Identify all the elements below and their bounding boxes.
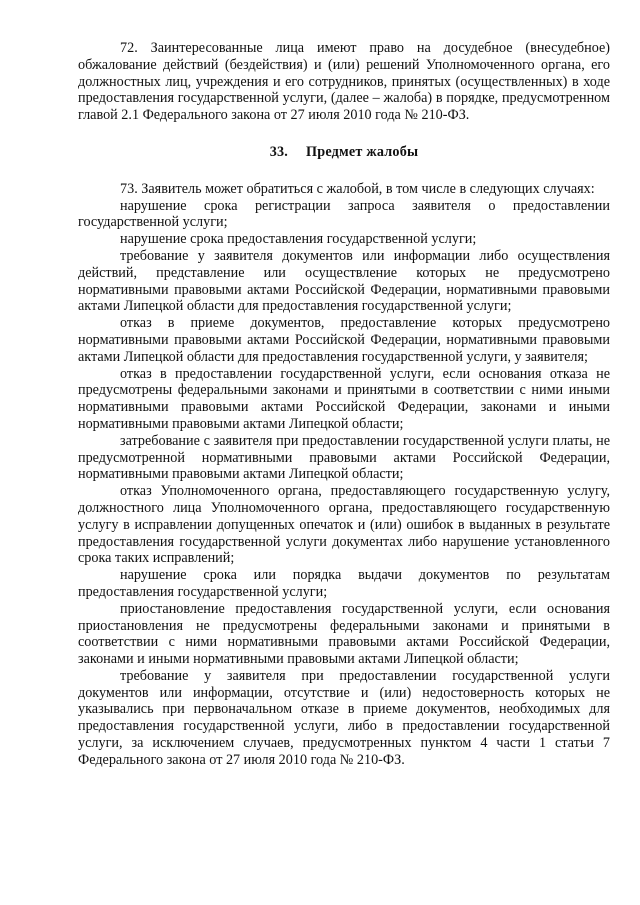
section-title: Предмет жалобы — [306, 143, 419, 160]
list-item-payment-demand: затребование с заявителя при предоставлении государственной услуги платы, не предусмотренной нормативными правовыми актами Российской Федерации, нормативными правовыми актами Липецкой области; — [78, 432, 610, 483]
list-item-refusal-correction: отказ Уполномоченного органа, предоставляющего государственную услугу, должностного лица Уполномоченного органа, предоставляющего государственную услугу в исправлении допущенных опечаток и (или) ошибок в выданных в результате предоставления государственной услуги документах либо нарушение установленного срока таких исправлений; — [78, 483, 610, 567]
list-item-refusal-acceptance: отказ в приеме документов, предоставление которых предусмотрено нормативными правовыми актами Российской Федерации, нормативными правовыми актами Липецкой области для предоставления государственной услуги, у заявителя; — [78, 315, 610, 365]
list-item-suspension: приостановление предоставления государственной услуги, если основания приостановления не предусмотрены федеральными законами и принятыми в соответствии с ними нормативными правовыми актами Российской Федерации, законами и иными нормативными правовыми актами Липецкой области; — [78, 600, 610, 668]
list-item-refusal-service: отказ в предоставлении государственной услуги, если основания отказа не предусмотрены федеральными законами и принятыми в соответствии с ними иными нормативными правовыми актами Российской Федерации, законами и иными нормативными правовыми актами Липецкой области; — [78, 365, 610, 432]
list-item-extra-documents: требование у заявителя документов или информации либо осуществления действий, представление или осуществление которых не предусмотрено нормативными правовыми актами Российской Федерации, нормативными правовыми актами Липецкой области для предоставления государственной услуги; — [78, 247, 610, 315]
section-number: 33. — [269, 143, 289, 160]
list-item-missing-documents: требование у заявителя при предоставлении государственной услуги документов или информации, отсутствие и (или) недостоверность которых не указывались при первоначальном отказе в приеме документов, необходимых для предоставления государственной услуги, либо в предоставлении государственной услуги, за исключением случаев, предусмотренных пунктом 4 части 1 статьи 7 Федерального закона от 27 июля 2010 года № 210-ФЗ. — [78, 667, 610, 768]
document-page — [78, 40, 610, 769]
paragraph-73: 73. Заявитель может обратиться с жалобой, в том числе в следующих случаях: — [120, 180, 595, 197]
list-item-service-deadline: нарушение срока предоставления государственной услуги; — [120, 231, 477, 248]
section-heading — [78, 144, 610, 161]
paragraph-72: 72. Заинтересованные лица имеют право на досудебное (внесудебное) обжалование действий (бездействия) и (или) решений Уполномоченного органа, его должностных лиц, учреждения и его сотрудников, принятых (осуществленных) в ходе предоставления государственной услуги, (далее – жалоба) в порядке, предусмотренном главой 2.1 Федерального закона от 27 июля 2010 года № 210-ФЗ. — [78, 40, 610, 124]
list-item-registration-deadline: нарушение срока регистрации запроса заявителя о предоставлении государственной услуги; — [78, 197, 610, 231]
list-item-issuance-violation: нарушение срока или порядка выдачи документов по результатам предоставления государственной услуги; — [78, 567, 610, 600]
